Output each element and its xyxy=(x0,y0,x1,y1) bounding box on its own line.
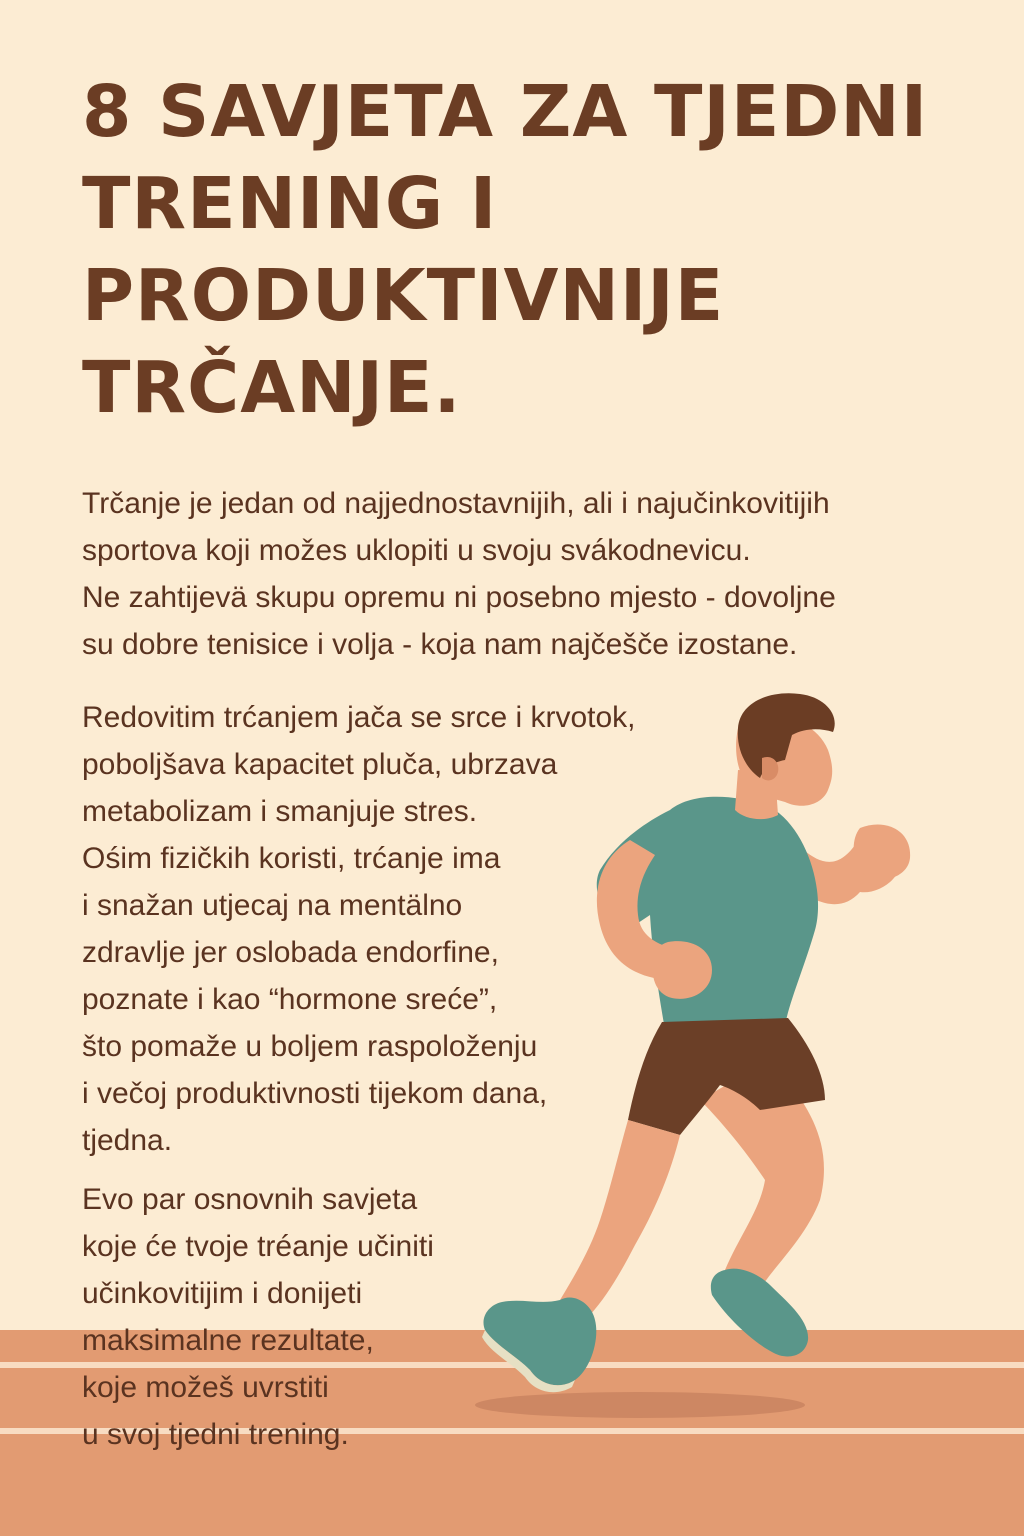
runner-shadow xyxy=(475,1392,805,1418)
benefits-line: i snažan utjecaj na mentälno xyxy=(82,889,463,922)
runner-back-fist xyxy=(854,825,910,880)
closing-line: koje možeš uvrstiti xyxy=(82,1371,329,1404)
closing-paragraph xyxy=(82,1176,502,1458)
closing-line: maksimalne rezultate, xyxy=(82,1324,374,1357)
intro-line: Trčanje je jedan od najjednostavnijih, ali i najučinkovitijih xyxy=(82,487,830,520)
benefits-line: poznate i kao “hormone sreće”, xyxy=(82,983,498,1016)
closing-line: u svoj tjedni trening. xyxy=(82,1418,349,1451)
intro-line: Ne zahtijevä skupu opremu ni posebno mjesto - dovoljne xyxy=(82,581,836,614)
title-line: TRČANJE. xyxy=(82,346,462,429)
runner-front-fist xyxy=(653,941,712,999)
benefits-line: zdravlje jer oslobada endorfine, xyxy=(82,936,499,969)
benefits-paragraph xyxy=(82,694,642,1164)
closing-line: Evo par osnovnih savjeta xyxy=(82,1183,418,1216)
benefits-line: Ośim fizičkih koristi, trćanje ima xyxy=(82,842,501,875)
benefits-line: što pomaže u boljem raspoloženju xyxy=(82,1030,538,1063)
title-line: PRODUKTIVNIJE xyxy=(82,254,725,337)
benefits-line: tjedna. xyxy=(82,1124,173,1157)
title-line: TRENING I xyxy=(82,162,498,245)
closing-line: učinkovitijim i donijeti xyxy=(82,1277,363,1310)
title-line: 8 SAVJETA ZA TJEDNI xyxy=(82,70,929,153)
closing-line: koje će tvoje tréanje učiniti xyxy=(82,1230,434,1263)
benefits-line: metabolizam i smanjuje stres. xyxy=(82,795,478,828)
page-title xyxy=(82,66,962,434)
benefits-line: poboljšava kapacitet pluča, ubrzava xyxy=(82,748,558,781)
intro-paragraph xyxy=(82,480,962,668)
intro-line: su dobre tenisice i volja - koja nam najčešče izostane. xyxy=(82,628,798,661)
benefits-line: i večoj produktivnosti tijekom dana, xyxy=(82,1077,548,1110)
runner-back-shoe xyxy=(711,1269,808,1357)
intro-line: sportova koji možes uklopiti u svoju svákodnevicu. xyxy=(82,534,751,567)
benefits-line: Redovitim trćanjem jača se srce i krvotok, xyxy=(82,701,636,734)
